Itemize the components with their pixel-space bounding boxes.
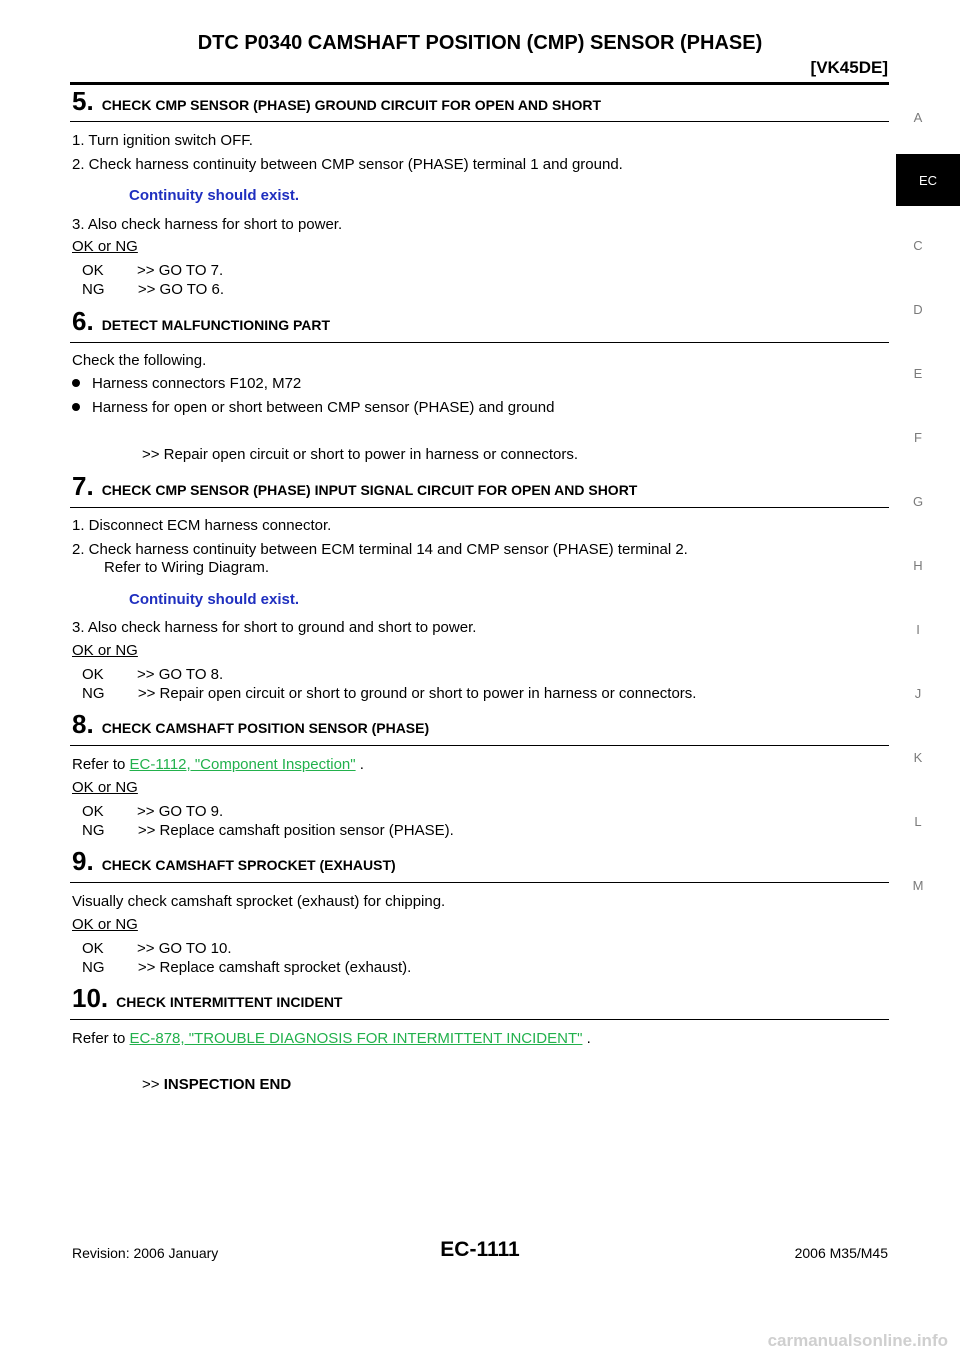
bullet-icon	[72, 403, 80, 411]
step-rule	[70, 1019, 889, 1020]
step-title: DETECT MALFUNCTIONING PART	[101, 317, 331, 333]
sidebar-item-ec-active[interactable]: EC	[896, 154, 960, 206]
instruction: 1. Turn ignition switch OFF.	[72, 132, 253, 149]
intermittent-incident-link[interactable]: EC-878, "TROUBLE DIAGNOSIS FOR INTERMITTENT INCIDENT"	[129, 1030, 583, 1047]
sidebar-item-l[interactable]: L	[914, 814, 922, 829]
ok-result: OK >> GO TO 7.	[82, 262, 224, 279]
step-title: CHECK INTERMITTENT INCIDENT	[116, 994, 343, 1010]
step-number: 5.	[72, 86, 94, 116]
step-title: CHECK CAMSHAFT POSITION SENSOR (PHASE)	[101, 720, 430, 736]
sidebar-item-a[interactable]: A	[913, 110, 923, 125]
sidebar-item-f[interactable]: F	[914, 430, 922, 445]
specification: Continuity should exist.	[129, 187, 300, 204]
sidebar-item-d[interactable]: D	[913, 302, 923, 317]
ng-result: NG >> GO TO 6.	[82, 281, 224, 298]
step-8-heading	[72, 709, 429, 740]
header-rule	[70, 82, 889, 85]
instruction: 3. Also check harness for short to power.	[72, 216, 343, 233]
bullet-item: Harness for open or short between CMP sensor (PHASE) and ground	[72, 399, 554, 416]
instruction: Visually check camshaft sprocket (exhaust) for chipping.	[72, 893, 446, 910]
page-title: DTC P0340 CAMSHAFT POSITION (CMP) SENSOR (PHASE)	[197, 32, 763, 54]
step-9-heading	[72, 846, 396, 877]
reference-line: Refer to EC-878, "TROUBLE DIAGNOSIS FOR INTERMITTENT INCIDENT" .	[72, 1030, 591, 1047]
step-result: >> Repair open circuit or short to power in harness or connectors.	[142, 446, 579, 463]
ok-result: OK >> GO TO 8.	[82, 666, 224, 683]
step-6-heading	[72, 306, 330, 337]
bullet-icon	[72, 379, 80, 387]
sidebar-item-c[interactable]: C	[913, 238, 923, 253]
ok-or-ng-label: OK or NG	[72, 916, 138, 933]
revision-date: Revision: 2006 January	[72, 1245, 219, 1261]
specification: Continuity should exist.	[129, 591, 300, 608]
step-number: 6.	[72, 306, 94, 336]
step-number: 10.	[72, 983, 109, 1013]
engine-code: [VK45DE]	[810, 58, 888, 77]
instruction: 2. Check harness continuity between ECM terminal 14 and CMP sensor (PHASE) terminal 2.	[72, 541, 688, 558]
sidebar-item-i[interactable]: I	[916, 622, 920, 637]
ok-result: OK >> GO TO 10.	[82, 940, 232, 957]
page-number: EC-1111	[440, 1238, 520, 1261]
sidebar-item-j[interactable]: J	[914, 686, 922, 701]
step-5-heading	[72, 86, 601, 117]
step-rule	[70, 121, 889, 122]
ng-result: NG >> Repair open circuit or short to ground or short to power in harness or connectors.	[82, 685, 697, 702]
step-title: CHECK CAMSHAFT SPROCKET (EXHAUST)	[101, 857, 396, 873]
sidebar-item-k[interactable]: K	[913, 750, 923, 765]
instruction: Check the following.	[72, 352, 207, 369]
ok-or-ng-label: OK or NG	[72, 642, 138, 659]
step-result: >> INSPECTION END	[142, 1076, 292, 1093]
instruction-continued: Refer to Wiring Diagram.	[104, 559, 270, 576]
step-title: CHECK CMP SENSOR (PHASE) INPUT SIGNAL CIRCUIT FOR OPEN AND SHORT	[101, 482, 638, 498]
sidebar-item-e[interactable]: E	[913, 366, 923, 381]
sidebar-item-h[interactable]: H	[913, 558, 923, 573]
ng-result: NG >> Replace camshaft position sensor (PHASE).	[82, 822, 454, 839]
step-number: 8.	[72, 709, 94, 739]
step-number: 9.	[72, 846, 94, 876]
sidebar-item-m[interactable]: M	[912, 878, 924, 893]
instruction: 2. Check harness continuity between CMP sensor (PHASE) terminal 1 and ground.	[72, 156, 623, 173]
component-inspection-link[interactable]: EC-1112, "Component Inspection"	[129, 756, 356, 773]
reference-line: Refer to EC-1112, "Component Inspection" .	[72, 756, 364, 773]
instruction: 1. Disconnect ECM harness connector.	[72, 517, 332, 534]
ok-result: OK >> GO TO 9.	[82, 803, 224, 820]
ok-or-ng-label: OK or NG	[72, 779, 138, 796]
watermark: carmanualsonline.info	[767, 1331, 948, 1350]
bullet-item: Harness connectors F102, M72	[72, 375, 301, 392]
step-rule	[70, 507, 889, 508]
model-name: 2006 M35/M45	[794, 1245, 888, 1261]
sidebar-item-g[interactable]: G	[912, 494, 924, 509]
step-rule	[70, 342, 889, 343]
ng-result: NG >> Replace camshaft sprocket (exhaust).	[82, 959, 412, 976]
step-7-heading	[72, 471, 637, 502]
step-title: CHECK CMP SENSOR (PHASE) GROUND CIRCUIT FOR OPEN AND SHORT	[101, 97, 602, 113]
step-rule	[70, 882, 889, 883]
step-rule	[70, 745, 889, 746]
step-10-heading	[72, 983, 342, 1014]
step-number: 7.	[72, 471, 94, 501]
instruction: 3. Also check harness for short to ground and short to power.	[72, 619, 477, 636]
ok-or-ng-label: OK or NG	[72, 238, 138, 255]
